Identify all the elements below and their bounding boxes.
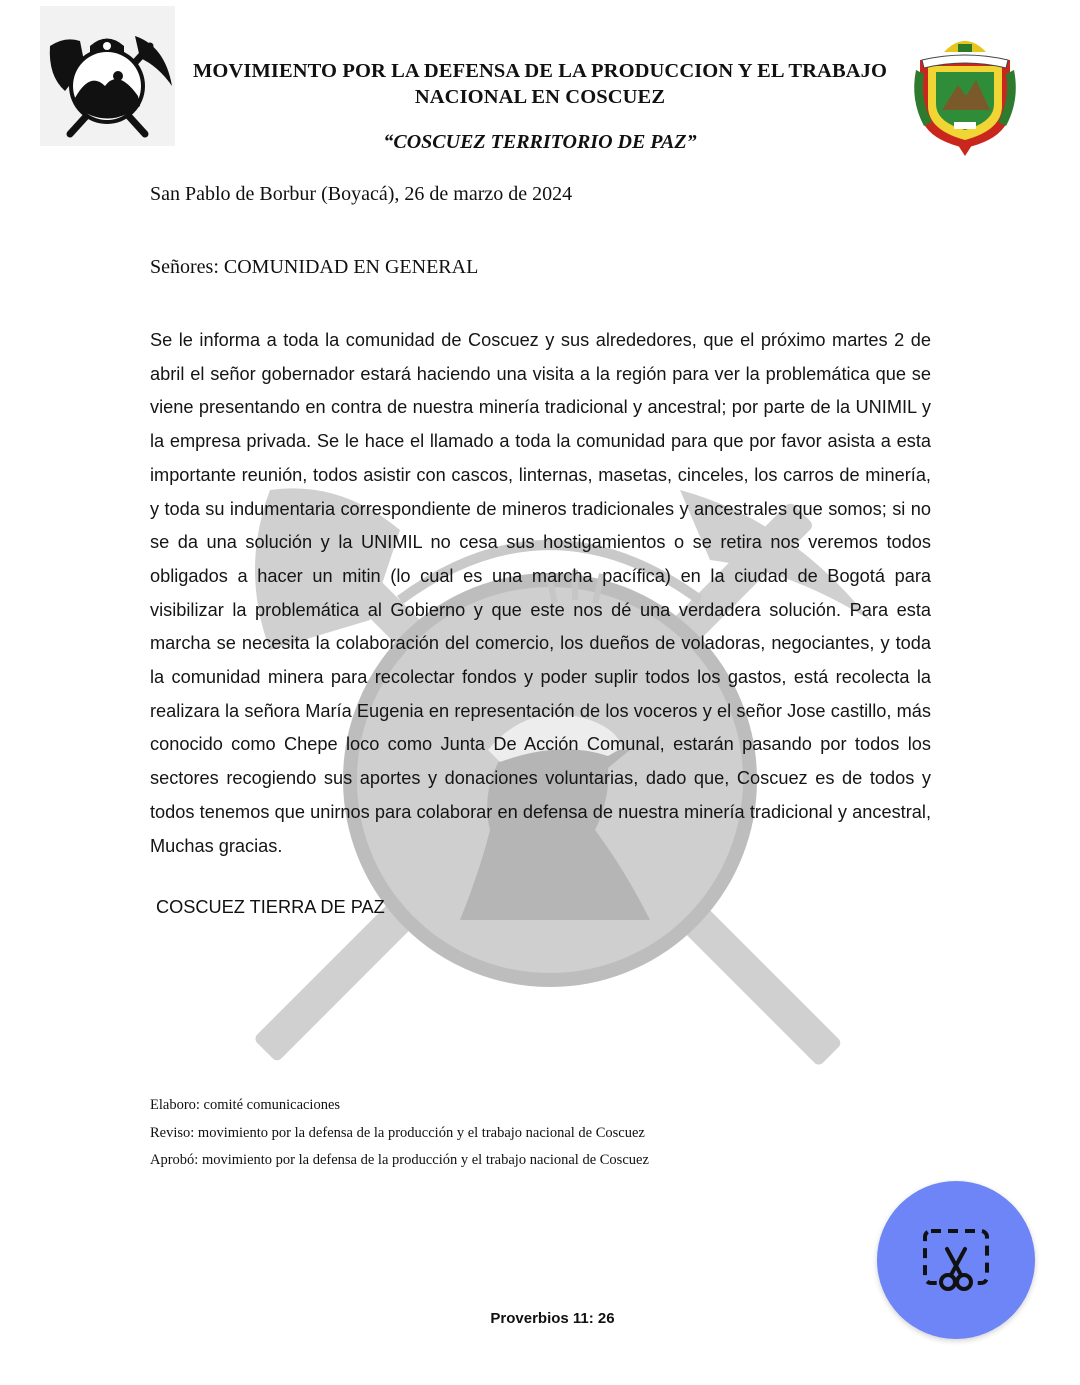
slogan: “COSCUEZ TERRITORIO DE PAZ” bbox=[383, 131, 697, 153]
letter-body: Se le informa a toda la comunidad de Coscuez y sus alrededores, que el próximo martes 2 de abril el señor gobernador estará haciendo una visita a la región para ver la problemática que se viene presentando en contra de nuestra minería tradicional y ancestral; por parte de la UNIMIL y la empresa privada. Se le hace el llamado a toda la comunidad para que por favor asista a esta importante reunión, todos asistir con cascos, linternas, masetas, cinceles, los carros de minería, y toda su indumentaria correspondiente de mineros tradicionales y ancestrales que somos; si no se da una solución y la UNIMIL no cesa sus hostigamientos o se retira nos veremos todos obligados a hacer un mitin (lo cual es una marcha pacífica) en la ciudad de Bogotá para visibilizar la problemática al Gobierno y que este nos dé una verdadera solución. Para esta marcha se necesita la colaboración del comercio, los dueños de voladoras, negociantes, y toda la comunidad minera para recolectar fondos y poder suplir todos los gastos, está recolecta la realizara la señora María Eugenia en representación de los voceros y el señor Jose castillo, más conocido como Chepe loco como Junta De Acción Comunal, estarán pasando por todos los sectores recogiendo sus aportes y donaciones voluntarias, dado que, Coscuez es de todos y todos tenemos que unirnos para colaborar en defensa de nuestra minería tradicional y ancestral, Muchas gracias. bbox=[150, 330, 931, 856]
closing-line: COSCUEZ TIERRA DE PAZ bbox=[156, 897, 385, 917]
coat-of-arms-icon bbox=[906, 30, 1024, 158]
credits-block bbox=[150, 1092, 649, 1175]
screenshot-scissors-icon bbox=[921, 1225, 991, 1295]
screenshot-button[interactable] bbox=[877, 1181, 1035, 1339]
salutation: Señores: COMUNIDAD EN GENERAL bbox=[150, 256, 479, 278]
title-line-1: MOVIMIENTO POR LA DEFENSA DE LA PRODUCCION Y EL TRABAJO bbox=[192, 60, 888, 82]
credit-elaboro: Elaboro: comité comunicaciones bbox=[150, 1097, 341, 1113]
place-date: San Pablo de Borbur (Boyacá), 26 de marzo de 2024 bbox=[150, 183, 573, 205]
title-line-2: NACIONAL EN COSCUEZ bbox=[414, 86, 666, 108]
miner-logo-icon bbox=[40, 6, 175, 146]
footer-verse: Proverbios 11: 26 bbox=[490, 1310, 615, 1327]
organization-title bbox=[180, 58, 900, 110]
credit-reviso: Reviso: movimiento por la defensa de la producción y el trabajo nacional de Coscuez bbox=[150, 1124, 645, 1141]
credit-aprobo: Aprobó: movimiento por la defensa de la producción y el trabajo nacional de Coscuez bbox=[150, 1152, 649, 1168]
